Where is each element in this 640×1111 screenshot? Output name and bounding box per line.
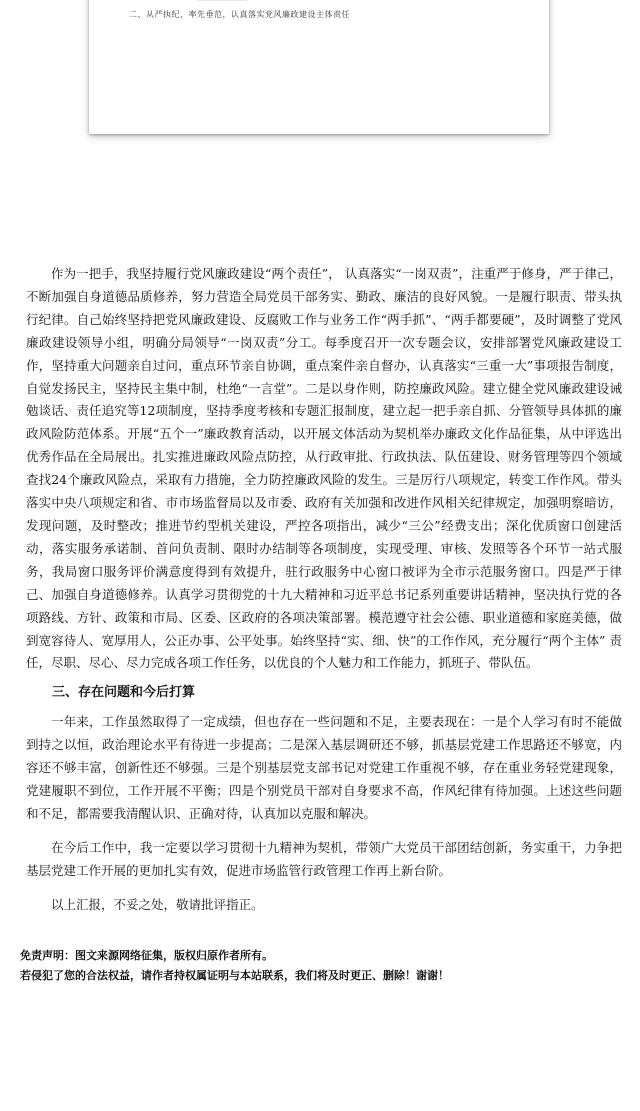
article-body — [26, 263, 622, 917]
document-page-thumbnail[interactable] — [89, 0, 549, 134]
disclaimer — [20, 946, 630, 985]
document-preview-area — [0, 0, 640, 150]
faded-text-line — [197, 0, 247, 1]
paragraph-problems: 一年来，工作虽然取得了一定成绩，但也存在一些问题和不足，主要表现在：一是个人学习有时不能做到持之以恒，政治理论水平有待进一步提高；二是深入基层调研还不够，抓基层党建工作思路还不够宽，内容还不够丰富，创新性还不够强。三是个别基层党支部书记对党建工作重视不够，存在重业务轻党建现象，党建履职不到位，工作开展不平衡；四是个别党员干部对自身要求不高，作风纪律有待加强。上述这些问题和不足，都需要我清醒认识、正确对待，认真加以克服和解决。 — [26, 714, 622, 821]
paragraph-responsibilities: 作为一把手，我坚持履行党风廉政建设“两个责任”， 认真落实“一岗双责”，注重严于修身，严于律己，不断加强自身道德品质修养，努力营造全局党员干部务实、勤政、廉洁的良好风貌。一是履行职责、带头执行纪律。自己始终坚持把党风廉政建设、反腐败工作与业务工作“两手抓”、“两手都要硬”，及时调整了党风廉政建设领导小组，明确分局领导“一岗双责”分工。每季度召开一次专题会议，安排部署党风廉政建设工作，坚持重大问题亲自过问，重点环节亲自协调，重点案件亲自督办，认真落实“三重一大”事项报告制度，自觉发扬民主，坚持民主集中制，杜绝“一言堂”。二是以身作则，防控廉政风险。建立健全党风廉政建设诫勉谈话、责任追究等12项制度，坚持季度考核和专题汇报制度，建立起一把手亲自抓、分管领导具体抓的廉政风险防范体系。开展“五个一”廉政教育活动，以开展文体活动为契机举办廉政文化作品征集，从中评选出优秀作品在全局展出。扎实推进廉政风险点防控，从行政审批、行政执法、队伍建设、财务管理等四个领域查找24个廉政风险点，采取有力措施，全力防控廉政风险的发生。三是厉行八项规定，转变工作作风。带头落实中央八项规定和省、市市场监督局以及市委、政府有关加强和改进作风相关纪律规定，加强明察暗访，发现问题，及时整改；推进节约型机关建设，严控各项指出，减少“三公”经费支出；深化优质窗口创建活动，落实服务承诺制、首问负责制、限时办结制等各项制度，实现受理、审核、发照等各个环节一站式服务，我局窗口服务评价满意度得到有效提升，驻行政服务中心窗口被评为全市示范服务窗口。四是严于律己、加强自身道德修养。认真学习贯彻党的十九大精神和习近平总书记系列重要讲话精神，坚决执行党的各项路线、方针、政策和市局、区委、区政府的各项决策部署。模范遵守社会公德、职业道德和家庭美德，做到宽容待人、宽厚用人，公正办事、公平处事。始终坚持“实、细、快”的工作作风，充分履行“两个主体” 责任，尽职、尽心、尽力完成各项工作任务，以优良的个人魅力和工作能力，抓班子、带队伍。 — [26, 266, 622, 671]
disclaimer-line-source: 免责声明：图文来源网络征集，版权归原作者所有。 — [20, 949, 273, 962]
disclaimer-line-copyright: 若侵犯了您的合法权益，请作者持权属证明与本站联系，我们将及时更正、删除！谢谢！ — [20, 968, 449, 982]
paragraph-future-plans: 在今后工作中，我一定要以学习贯彻十九精神为契机，带领广大党员干部团结创新，务实重干，力争把基层党建工作开展的更加扎实有效，促进市场监管行政管理工作再上新台阶。 — [26, 839, 622, 878]
paragraph-closing: 以上汇报，不妥之处，敬请批评指正。 — [51, 896, 264, 912]
thumbnail-caption: 二、从严执纪，率先垂范，认真落实党风廉政建设主体责任 — [129, 10, 350, 19]
section-heading-problems: 三、存在问题和今后打算 — [52, 685, 196, 701]
